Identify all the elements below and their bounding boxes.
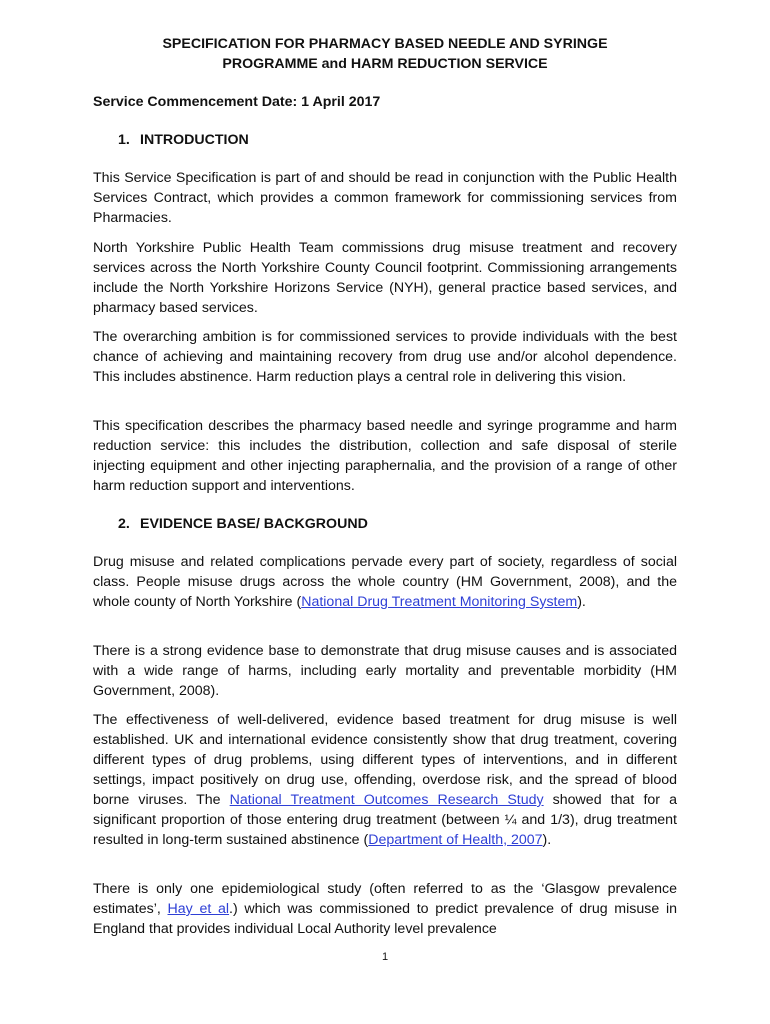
section-1-number: 1. <box>118 132 130 148</box>
section-2-number: 2. <box>118 516 130 532</box>
ntors-link[interactable]: National Treatment Outcomes Research Study <box>229 792 544 808</box>
section-2-title: EVIDENCE BASE/ BACKGROUND <box>140 516 368 532</box>
evidence-p3-text-b: showed that for a significant proportion of those entering drug treatment (between ¼ and 1/3), drug treatment resulted in long-term sustained abstinence ( <box>93 792 677 848</box>
evidence-p1-text-b: ). <box>577 594 586 610</box>
evidence-paragraph-2: There is a strong evidence base to demonstrate that drug misuse causes and is associated with a wide range of harms, including early mortality and preventable morbidity (HM Government, 2008). <box>93 643 677 699</box>
page-number: 1 <box>381 951 389 963</box>
document-title <box>80 34 690 74</box>
evidence-p1-text-a: Drug misuse and related complications pervade every part of society, regardless of social class. People misuse drugs across the whole country (HM Government, 2008), and the whole county of North Yorkshire ( <box>93 554 677 610</box>
evidence-p3-text-a: The effectiveness of well-delivered, evidence based treatment for drug misuse is well established. UK and international evidence consistently show that drug treatment, covering different types of drug problems, using different types of interventions, and in different settings, impact positively on drug use, offending, overdose risk, and the spread of blood borne viruses. The <box>93 712 677 808</box>
intro-paragraph-3: The overarching ambition is for commissioned services to provide individuals with the best chance of achieving and maintaining recovery from drug use and/or alcohol dependence. This includes abstinence. Harm reduction plays a central role in delivering this vision. <box>93 329 677 385</box>
intro-paragraph-2: North Yorkshire Public Health Team commissions drug misuse treatment and recovery services across the North Yorkshire County Council footprint. Commissioning arrangements include the North Yorkshire Horizons Service (NYH), general practice based services, and pharmacy based services. <box>93 240 677 316</box>
title-line-2: PROGRAMME and HARM REDUCTION SERVICE <box>222 56 548 72</box>
evidence-paragraph-1 <box>93 552 677 612</box>
commencement-date: Service Commencement Date: 1 April 2017 <box>93 94 381 110</box>
evidence-paragraph-4 <box>93 879 677 939</box>
evidence-p4-text-b: .) which was commissioned to predict prevalence of drug misuse in England that provides individual Local Authority level prevalence <box>93 901 677 937</box>
hay-et-al-link[interactable]: Hay et al <box>167 901 230 917</box>
section-1-title: INTRODUCTION <box>140 132 249 148</box>
title-line-1: SPECIFICATION FOR PHARMACY BASED NEEDLE AND SYRINGE <box>162 36 608 52</box>
ndtms-link[interactable]: National Drug Treatment Monitoring System <box>301 594 578 610</box>
intro-paragraph-1: This Service Specification is part of and should be read in conjunction with the Public Health Services Contract, which provides a common framework for commissioning services from Pharmacies. <box>93 170 677 226</box>
intro-paragraph-4: This specification describes the pharmacy based needle and syringe programme and harm reduction service: this includes the distribution, collection and safe disposal of sterile injecting equipment and other injecting paraphernalia, and the provision of a range of other harm reduction support and interventions. <box>93 418 677 494</box>
evidence-p3-text-c: ). <box>542 832 552 848</box>
evidence-paragraph-3 <box>93 710 677 850</box>
department-of-health-link[interactable]: Department of Health, 2007 <box>368 832 543 848</box>
evidence-p4-text-a: There is only one epidemiological study (often referred to as the ‘Glasgow prevalence estimates’, <box>93 881 677 917</box>
